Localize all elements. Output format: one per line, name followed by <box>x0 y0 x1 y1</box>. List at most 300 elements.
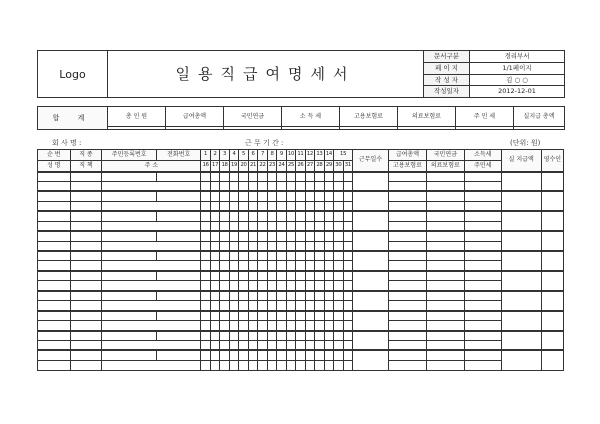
day-cell[interactable] <box>305 311 314 321</box>
day-cell[interactable] <box>258 271 267 281</box>
day-cell[interactable] <box>229 221 238 231</box>
day-cell[interactable] <box>248 241 257 251</box>
phone-cell[interactable] <box>157 251 201 261</box>
day-cell[interactable] <box>239 201 248 211</box>
day-cell[interactable] <box>296 261 305 271</box>
income-tax-cell[interactable] <box>464 350 501 360</box>
day-cell[interactable] <box>343 172 353 182</box>
day-cell[interactable] <box>201 251 210 261</box>
pension-cell[interactable] <box>426 172 464 182</box>
day-cell[interactable] <box>334 181 343 191</box>
day-cell[interactable] <box>220 360 229 370</box>
day-cell[interactable] <box>286 291 295 301</box>
day-cell[interactable] <box>201 241 210 251</box>
name-cell[interactable] <box>38 281 71 291</box>
duty-cell[interactable] <box>70 301 102 311</box>
income-tax-cell[interactable] <box>464 251 501 261</box>
day-cell[interactable] <box>220 181 229 191</box>
pay-total-cell[interactable] <box>388 350 426 360</box>
workdays-cell[interactable] <box>353 172 389 192</box>
day-cell[interactable] <box>286 201 295 211</box>
day-cell[interactable] <box>210 360 219 370</box>
regno-cell[interactable] <box>102 350 157 360</box>
address-cell[interactable] <box>102 360 201 370</box>
day-cell[interactable] <box>229 231 238 241</box>
day-cell[interactable] <box>220 261 229 271</box>
day-cell[interactable] <box>324 221 333 231</box>
day-cell[interactable] <box>267 172 276 182</box>
day-cell[interactable] <box>296 281 305 291</box>
day-cell[interactable] <box>296 181 305 191</box>
income-tax-cell[interactable] <box>464 271 501 281</box>
medical-ins-cell[interactable] <box>426 301 464 311</box>
rank-cell[interactable] <box>70 211 102 221</box>
day-cell[interactable] <box>305 251 314 261</box>
regno-cell[interactable] <box>102 251 157 261</box>
day-cell[interactable] <box>324 350 333 360</box>
duty-cell[interactable] <box>70 360 102 370</box>
day-cell[interactable] <box>239 271 248 281</box>
day-cell[interactable] <box>343 201 353 211</box>
day-cell[interactable] <box>248 360 257 370</box>
day-cell[interactable] <box>305 191 314 201</box>
phone-cell[interactable] <box>157 311 201 321</box>
day-cell[interactable] <box>239 251 248 261</box>
day-cell[interactable] <box>210 221 219 231</box>
resident-tax-cell[interactable] <box>464 281 501 291</box>
day-cell[interactable] <box>334 261 343 271</box>
pay-total-cell[interactable] <box>388 331 426 341</box>
day-cell[interactable] <box>343 281 353 291</box>
day-cell[interactable] <box>334 221 343 231</box>
address-cell[interactable] <box>102 201 201 211</box>
day-cell[interactable] <box>277 271 286 281</box>
day-cell[interactable] <box>286 211 295 221</box>
receipt-cell[interactable] <box>541 191 563 211</box>
day-cell[interactable] <box>343 211 353 221</box>
day-cell[interactable] <box>315 340 324 350</box>
day-cell[interactable] <box>239 172 248 182</box>
resident-tax-cell[interactable] <box>464 261 501 271</box>
name-cell[interactable] <box>38 301 71 311</box>
day-cell[interactable] <box>248 211 257 221</box>
day-cell[interactable] <box>220 271 229 281</box>
resident-tax-cell[interactable] <box>464 221 501 231</box>
day-cell[interactable] <box>324 311 333 321</box>
day-cell[interactable] <box>201 281 210 291</box>
resident-tax-cell[interactable] <box>464 181 501 191</box>
rank-cell[interactable] <box>70 291 102 301</box>
day-cell[interactable] <box>324 251 333 261</box>
day-cell[interactable] <box>258 301 267 311</box>
medical-ins-cell[interactable] <box>426 221 464 231</box>
name-cell[interactable] <box>38 201 71 211</box>
day-cell[interactable] <box>277 172 286 182</box>
day-cell[interactable] <box>286 231 295 241</box>
workdays-cell[interactable] <box>353 350 389 370</box>
day-cell[interactable] <box>305 211 314 221</box>
day-cell[interactable] <box>343 360 353 370</box>
pay-total-cell[interactable] <box>388 211 426 221</box>
day-cell[interactable] <box>201 321 210 331</box>
day-cell[interactable] <box>324 181 333 191</box>
day-cell[interactable] <box>334 231 343 241</box>
day-cell[interactable] <box>210 291 219 301</box>
day-cell[interactable] <box>220 350 229 360</box>
day-cell[interactable] <box>315 321 324 331</box>
day-cell[interactable] <box>286 311 295 321</box>
day-cell[interactable] <box>334 331 343 341</box>
day-cell[interactable] <box>305 271 314 281</box>
day-cell[interactable] <box>210 301 219 311</box>
resident-tax-cell[interactable] <box>464 360 501 370</box>
seq-cell[interactable] <box>38 191 71 201</box>
day-cell[interactable] <box>286 221 295 231</box>
day-cell[interactable] <box>277 261 286 271</box>
day-cell[interactable] <box>277 181 286 191</box>
employment-ins-cell[interactable] <box>388 241 426 251</box>
duty-cell[interactable] <box>70 221 102 231</box>
day-cell[interactable] <box>229 301 238 311</box>
day-cell[interactable] <box>305 231 314 241</box>
day-cell[interactable] <box>229 241 238 251</box>
day-cell[interactable] <box>267 221 276 231</box>
day-cell[interactable] <box>239 321 248 331</box>
day-cell[interactable] <box>315 261 324 271</box>
day-cell[interactable] <box>315 251 324 261</box>
day-cell[interactable] <box>239 231 248 241</box>
seq-cell[interactable] <box>38 211 71 221</box>
day-cell[interactable] <box>210 231 219 241</box>
net-pay-cell[interactable] <box>501 271 541 291</box>
summary-value-cell[interactable] <box>398 127 456 130</box>
day-cell[interactable] <box>296 241 305 251</box>
day-cell[interactable] <box>201 211 210 221</box>
day-cell[interactable] <box>277 331 286 341</box>
rank-cell[interactable] <box>70 172 102 182</box>
day-cell[interactable] <box>201 311 210 321</box>
income-tax-cell[interactable] <box>464 291 501 301</box>
day-cell[interactable] <box>229 172 238 182</box>
medical-ins-cell[interactable] <box>426 241 464 251</box>
day-cell[interactable] <box>248 301 257 311</box>
day-cell[interactable] <box>201 261 210 271</box>
day-cell[interactable] <box>201 291 210 301</box>
workdays-cell[interactable] <box>353 311 389 331</box>
day-cell[interactable] <box>267 211 276 221</box>
day-cell[interactable] <box>315 191 324 201</box>
address-cell[interactable] <box>102 181 201 191</box>
day-cell[interactable] <box>343 251 353 261</box>
seq-cell[interactable] <box>38 271 71 281</box>
day-cell[interactable] <box>296 211 305 221</box>
day-cell[interactable] <box>277 301 286 311</box>
day-cell[interactable] <box>296 340 305 350</box>
day-cell[interactable] <box>229 291 238 301</box>
day-cell[interactable] <box>343 340 353 350</box>
day-cell[interactable] <box>315 281 324 291</box>
day-cell[interactable] <box>248 201 257 211</box>
day-cell[interactable] <box>258 211 267 221</box>
day-cell[interactable] <box>220 340 229 350</box>
day-cell[interactable] <box>201 231 210 241</box>
day-cell[interactable] <box>248 311 257 321</box>
net-pay-cell[interactable] <box>501 350 541 370</box>
income-tax-cell[interactable] <box>464 211 501 221</box>
medical-ins-cell[interactable] <box>426 181 464 191</box>
pension-cell[interactable] <box>426 211 464 221</box>
day-cell[interactable] <box>229 340 238 350</box>
day-cell[interactable] <box>315 221 324 231</box>
receipt-cell[interactable] <box>541 350 563 370</box>
income-tax-cell[interactable] <box>464 191 501 201</box>
day-cell[interactable] <box>324 271 333 281</box>
day-cell[interactable] <box>343 301 353 311</box>
day-cell[interactable] <box>239 241 248 251</box>
day-cell[interactable] <box>334 321 343 331</box>
day-cell[interactable] <box>343 311 353 321</box>
day-cell[interactable] <box>315 201 324 211</box>
receipt-cell[interactable] <box>541 271 563 291</box>
day-cell[interactable] <box>343 321 353 331</box>
day-cell[interactable] <box>248 261 257 271</box>
phone-cell[interactable] <box>157 291 201 301</box>
day-cell[interactable] <box>305 261 314 271</box>
day-cell[interactable] <box>248 221 257 231</box>
day-cell[interactable] <box>286 172 295 182</box>
phone-cell[interactable] <box>157 191 201 201</box>
day-cell[interactable] <box>210 201 219 211</box>
employment-ins-cell[interactable] <box>388 340 426 350</box>
net-pay-cell[interactable] <box>501 211 541 231</box>
day-cell[interactable] <box>277 321 286 331</box>
phone-cell[interactable] <box>157 211 201 221</box>
day-cell[interactable] <box>305 340 314 350</box>
day-cell[interactable] <box>305 172 314 182</box>
day-cell[interactable] <box>334 340 343 350</box>
seq-cell[interactable] <box>38 251 71 261</box>
seq-cell[interactable] <box>38 291 71 301</box>
day-cell[interactable] <box>258 231 267 241</box>
day-cell[interactable] <box>210 251 219 261</box>
net-pay-cell[interactable] <box>501 231 541 251</box>
day-cell[interactable] <box>343 331 353 341</box>
day-cell[interactable] <box>210 340 219 350</box>
day-cell[interactable] <box>277 221 286 231</box>
employment-ins-cell[interactable] <box>388 301 426 311</box>
day-cell[interactable] <box>210 181 219 191</box>
day-cell[interactable] <box>239 350 248 360</box>
day-cell[interactable] <box>315 271 324 281</box>
day-cell[interactable] <box>286 301 295 311</box>
address-cell[interactable] <box>102 321 201 331</box>
day-cell[interactable] <box>277 281 286 291</box>
receipt-cell[interactable] <box>541 251 563 271</box>
day-cell[interactable] <box>296 231 305 241</box>
day-cell[interactable] <box>258 331 267 341</box>
day-cell[interactable] <box>229 281 238 291</box>
day-cell[interactable] <box>324 231 333 241</box>
day-cell[interactable] <box>248 291 257 301</box>
duty-cell[interactable] <box>70 241 102 251</box>
day-cell[interactable] <box>220 311 229 321</box>
day-cell[interactable] <box>286 271 295 281</box>
day-cell[interactable] <box>201 191 210 201</box>
day-cell[interactable] <box>201 201 210 211</box>
day-cell[interactable] <box>324 211 333 221</box>
day-cell[interactable] <box>315 291 324 301</box>
phone-cell[interactable] <box>157 231 201 241</box>
resident-tax-cell[interactable] <box>464 321 501 331</box>
day-cell[interactable] <box>277 350 286 360</box>
day-cell[interactable] <box>220 172 229 182</box>
day-cell[interactable] <box>229 211 238 221</box>
day-cell[interactable] <box>210 172 219 182</box>
day-cell[interactable] <box>305 201 314 211</box>
net-pay-cell[interactable] <box>501 291 541 311</box>
day-cell[interactable] <box>220 201 229 211</box>
day-cell[interactable] <box>229 321 238 331</box>
day-cell[interactable] <box>239 181 248 191</box>
regno-cell[interactable] <box>102 231 157 241</box>
receipt-cell[interactable] <box>541 331 563 351</box>
day-cell[interactable] <box>315 241 324 251</box>
medical-ins-cell[interactable] <box>426 340 464 350</box>
day-cell[interactable] <box>324 321 333 331</box>
day-cell[interactable] <box>305 321 314 331</box>
day-cell[interactable] <box>324 301 333 311</box>
day-cell[interactable] <box>315 211 324 221</box>
day-cell[interactable] <box>248 321 257 331</box>
day-cell[interactable] <box>220 281 229 291</box>
address-cell[interactable] <box>102 241 201 251</box>
income-tax-cell[interactable] <box>464 231 501 241</box>
day-cell[interactable] <box>229 191 238 201</box>
day-cell[interactable] <box>267 331 276 341</box>
income-tax-cell[interactable] <box>464 331 501 341</box>
day-cell[interactable] <box>210 321 219 331</box>
day-cell[interactable] <box>258 281 267 291</box>
regno-cell[interactable] <box>102 291 157 301</box>
duty-cell[interactable] <box>70 201 102 211</box>
day-cell[interactable] <box>277 201 286 211</box>
workdays-cell[interactable] <box>353 211 389 231</box>
duty-cell[interactable] <box>70 281 102 291</box>
day-cell[interactable] <box>277 311 286 321</box>
summary-value-cell[interactable] <box>340 127 398 130</box>
day-cell[interactable] <box>267 251 276 261</box>
day-cell[interactable] <box>220 251 229 261</box>
day-cell[interactable] <box>324 191 333 201</box>
day-cell[interactable] <box>286 241 295 251</box>
seq-cell[interactable] <box>38 172 71 182</box>
day-cell[interactable] <box>267 301 276 311</box>
receipt-cell[interactable] <box>541 231 563 251</box>
day-cell[interactable] <box>267 281 276 291</box>
day-cell[interactable] <box>343 231 353 241</box>
day-cell[interactable] <box>201 350 210 360</box>
day-cell[interactable] <box>286 350 295 360</box>
day-cell[interactable] <box>315 181 324 191</box>
day-cell[interactable] <box>315 311 324 321</box>
rank-cell[interactable] <box>70 231 102 241</box>
day-cell[interactable] <box>315 360 324 370</box>
day-cell[interactable] <box>305 360 314 370</box>
day-cell[interactable] <box>277 291 286 301</box>
day-cell[interactable] <box>229 360 238 370</box>
day-cell[interactable] <box>334 201 343 211</box>
day-cell[interactable] <box>296 201 305 211</box>
day-cell[interactable] <box>324 340 333 350</box>
day-cell[interactable] <box>220 221 229 231</box>
day-cell[interactable] <box>248 271 257 281</box>
pension-cell[interactable] <box>426 311 464 321</box>
day-cell[interactable] <box>305 331 314 341</box>
rank-cell[interactable] <box>70 350 102 360</box>
regno-cell[interactable] <box>102 311 157 321</box>
day-cell[interactable] <box>258 261 267 271</box>
day-cell[interactable] <box>267 261 276 271</box>
employment-ins-cell[interactable] <box>388 261 426 271</box>
day-cell[interactable] <box>258 291 267 301</box>
day-cell[interactable] <box>258 360 267 370</box>
day-cell[interactable] <box>343 291 353 301</box>
seq-cell[interactable] <box>38 231 71 241</box>
day-cell[interactable] <box>239 281 248 291</box>
day-cell[interactable] <box>258 251 267 261</box>
day-cell[interactable] <box>334 251 343 261</box>
day-cell[interactable] <box>220 231 229 241</box>
employment-ins-cell[interactable] <box>388 201 426 211</box>
day-cell[interactable] <box>248 251 257 261</box>
pension-cell[interactable] <box>426 191 464 201</box>
name-cell[interactable] <box>38 261 71 271</box>
day-cell[interactable] <box>210 331 219 341</box>
day-cell[interactable] <box>201 301 210 311</box>
day-cell[interactable] <box>334 281 343 291</box>
phone-cell[interactable] <box>157 350 201 360</box>
net-pay-cell[interactable] <box>501 191 541 211</box>
day-cell[interactable] <box>267 321 276 331</box>
day-cell[interactable] <box>201 181 210 191</box>
medical-ins-cell[interactable] <box>426 360 464 370</box>
receipt-cell[interactable] <box>541 211 563 231</box>
day-cell[interactable] <box>277 231 286 241</box>
resident-tax-cell[interactable] <box>464 201 501 211</box>
day-cell[interactable] <box>210 281 219 291</box>
workdays-cell[interactable] <box>353 231 389 251</box>
net-pay-cell[interactable] <box>501 251 541 271</box>
day-cell[interactable] <box>324 201 333 211</box>
workdays-cell[interactable] <box>353 271 389 291</box>
day-cell[interactable] <box>334 360 343 370</box>
day-cell[interactable] <box>210 191 219 201</box>
day-cell[interactable] <box>229 201 238 211</box>
day-cell[interactable] <box>258 311 267 321</box>
pay-total-cell[interactable] <box>388 311 426 321</box>
day-cell[interactable] <box>296 271 305 281</box>
medical-ins-cell[interactable] <box>426 201 464 211</box>
resident-tax-cell[interactable] <box>464 340 501 350</box>
name-cell[interactable] <box>38 221 71 231</box>
day-cell[interactable] <box>305 350 314 360</box>
day-cell[interactable] <box>210 261 219 271</box>
day-cell[interactable] <box>239 311 248 321</box>
workdays-cell[interactable] <box>353 251 389 271</box>
day-cell[interactable] <box>296 221 305 231</box>
resident-tax-cell[interactable] <box>464 301 501 311</box>
name-cell[interactable] <box>38 321 71 331</box>
